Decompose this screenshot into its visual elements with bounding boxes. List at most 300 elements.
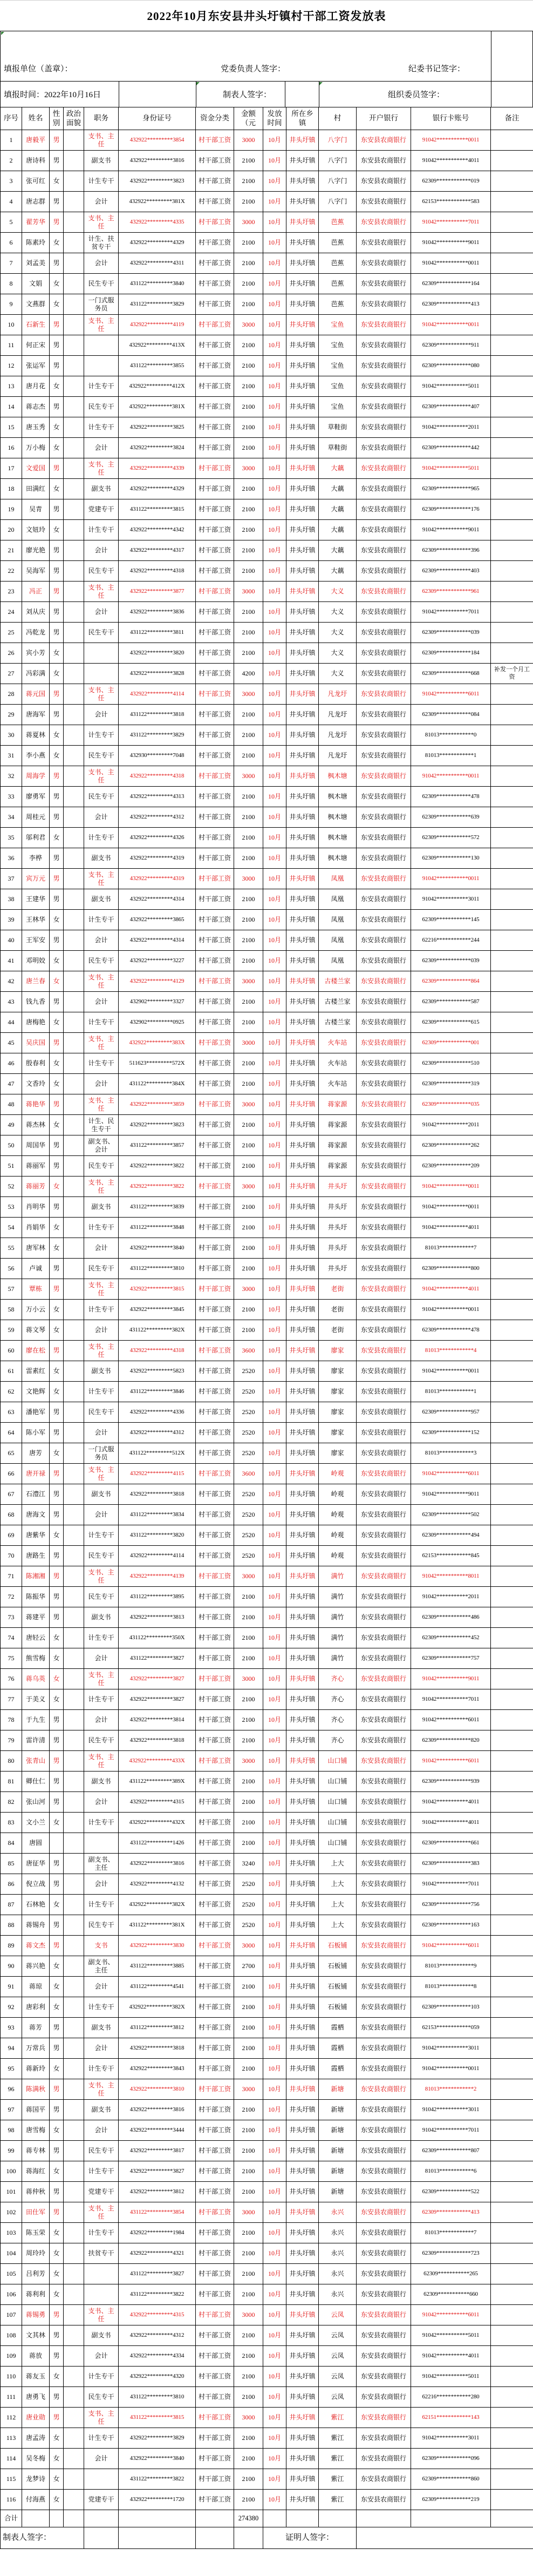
cell-politics	[64, 643, 84, 664]
cell-village: 岭观	[319, 1546, 357, 1566]
cell-village: 宝鱼	[319, 315, 357, 335]
cell-account: 81013************4	[411, 1341, 491, 1361]
cell-time: 10月	[263, 335, 286, 356]
cell-time: 10月	[263, 1320, 286, 1341]
cell-amount: 2100	[234, 1074, 263, 1094]
cell-account: 91042***********4011	[411, 151, 491, 171]
cell-sex: 男	[50, 192, 64, 212]
cell-village: 霞栖	[319, 2038, 357, 2059]
cell-amount: 2100	[234, 2223, 263, 2243]
cell-name: 王军安	[22, 930, 50, 951]
cell-bank: 东安县农商银行	[357, 828, 411, 848]
cell-amount: 2100	[234, 1238, 263, 1259]
cell-no: 100	[1, 2161, 22, 2182]
cell-amount: 2100	[234, 2367, 263, 2387]
cell-pos: 会计	[84, 1423, 119, 1443]
cell-bank: 东安县农商银行	[357, 1320, 411, 1341]
cell-town: 井头圩镇	[286, 1115, 319, 1135]
cell-note	[491, 520, 533, 540]
cell-amount: 2100	[234, 151, 263, 171]
cell-category: 村干部工资	[196, 356, 234, 376]
cell-sex: 女	[50, 1361, 64, 1382]
cell-no: 15	[1, 417, 22, 438]
cell-town: 井头圩镇	[286, 1218, 319, 1238]
cell-village: 芭蕉	[319, 274, 357, 294]
table-row	[1, 1094, 533, 1115]
cell-category: 村干部工资	[196, 2490, 234, 2510]
cell-pos: 副支书	[84, 1484, 119, 1505]
cell-village: 永兴	[319, 2202, 357, 2223]
cell-no: 1	[1, 130, 22, 151]
table-row	[1, 2325, 533, 2346]
cell-sex: 女	[50, 1997, 64, 2018]
cell-pos: 副支书	[84, 889, 119, 910]
cell-name: 钱九香	[22, 992, 50, 1012]
cell-note	[491, 2449, 533, 2469]
cell-town: 井头圩镇	[286, 2367, 319, 2387]
cell-name: 唐孟涛	[22, 2428, 50, 2449]
cell-bank: 东安县农商银行	[357, 1033, 411, 1053]
cell-village: 云凤	[319, 2346, 357, 2367]
cell-pos: 民生专干	[84, 1546, 119, 1566]
cell-note	[491, 397, 533, 417]
cell-no: 65	[1, 1443, 22, 1464]
cell-no: 108	[1, 2325, 22, 2346]
cell-politics	[64, 1135, 84, 1156]
cell-bank: 东安县农商银行	[357, 746, 411, 766]
cell-name: 蒋文琴	[22, 1320, 50, 1341]
cell-no: 10	[1, 315, 22, 335]
cell-pos: 计生专干	[84, 2223, 119, 2243]
cell-account: 91042***********4011	[411, 1813, 491, 1833]
cell-note	[491, 2018, 533, 2038]
cell-account: 62309************961	[411, 582, 491, 602]
cell-sex: 女	[50, 2367, 64, 2387]
cell-politics	[64, 1628, 84, 1648]
cell-no: 32	[1, 766, 22, 787]
cell-bank: 东安县农商银行	[357, 1341, 411, 1361]
cell-category: 村干部工资	[196, 2469, 234, 2490]
cell-village: 廖家	[319, 1361, 357, 1382]
cell-sex: 男	[50, 1915, 64, 1936]
cell-politics	[64, 1238, 84, 1259]
cell-note	[491, 2428, 533, 2449]
cell-sex: 女	[50, 2284, 64, 2305]
cell-category: 村干部工资	[196, 274, 234, 294]
cell-no: 82	[1, 1792, 22, 1813]
cell-time: 10月	[263, 1156, 286, 1177]
cell-note	[491, 1484, 533, 1505]
table-row	[1, 2408, 533, 2428]
table-row	[1, 1730, 533, 1751]
table-row	[1, 2120, 533, 2141]
cell-town: 井头圩镇	[286, 2018, 319, 2038]
column-header: 资金分类	[196, 107, 234, 130]
cell-pos: 党建专干	[84, 2182, 119, 2202]
cell-no: 45	[1, 1033, 22, 1053]
cell-category: 村干部工资	[196, 335, 234, 356]
cell-name: 陈湘湘	[22, 1566, 50, 1587]
cell-bank: 东安县农商银行	[357, 2223, 411, 2243]
cell-town: 井头圩镇	[286, 1587, 319, 1607]
table-row	[1, 1279, 533, 1300]
cell-bank: 东安县农商银行	[357, 725, 411, 746]
cell-town: 井头圩镇	[286, 910, 319, 930]
cell-amount: 3000	[234, 315, 263, 335]
cell-village: 永兴	[319, 2284, 357, 2305]
cell-account: 91042***********0011	[411, 2059, 491, 2079]
cell-time: 10月	[263, 315, 286, 335]
cell-pos: 民生专干	[84, 746, 119, 766]
cell-account: 91042***********6011	[411, 684, 491, 705]
cell-town: 井头圩镇	[286, 869, 319, 889]
cell-town: 井头圩镇	[286, 1813, 319, 1833]
cell-politics	[64, 1382, 84, 1402]
cell-name: 石新生	[22, 315, 50, 335]
cell-politics	[64, 561, 84, 582]
cell-bank: 东安县农商银行	[357, 397, 411, 417]
cell-id: 432922*********3825	[119, 417, 196, 438]
cell-no: 80	[1, 1751, 22, 1772]
cell-no: 107	[1, 2305, 22, 2325]
cell-village: 井头圩	[319, 1218, 357, 1238]
cell-id: 432922*********3814	[119, 1710, 196, 1730]
cell-amount: 3000	[234, 971, 263, 992]
cell-id: 432922*********3828	[119, 664, 196, 684]
cell-pos: 支书、主任	[84, 1669, 119, 1689]
cell-account: 62216************244	[411, 930, 491, 951]
cell-account: 91042***********0011	[411, 1300, 491, 1320]
cell-category: 村干部工资	[196, 1320, 234, 1341]
cell-account: 62153************845	[411, 1546, 491, 1566]
cell-town: 井头圩镇	[286, 376, 319, 397]
cell-amount: 2100	[234, 1710, 263, 1730]
cell-town: 井头圩镇	[286, 1177, 319, 1197]
cell-politics	[64, 725, 84, 746]
cell-town: 井头圩镇	[286, 828, 319, 848]
cell-name: 唐圆	[22, 1833, 50, 1854]
cell-pos: 支书、主任	[84, 1033, 119, 1053]
cell-no: 55	[1, 1238, 22, 1259]
cell-village: 枫木塘	[319, 766, 357, 787]
cell-bank: 东安县农商银行	[357, 1402, 411, 1423]
cell-bank: 东安县农商银行	[357, 2346, 411, 2367]
cell-sex: 男	[50, 2079, 64, 2100]
cell-bank: 东安县农商银行	[357, 910, 411, 930]
cell-amount: 3000	[234, 684, 263, 705]
cell-town: 井头圩镇	[286, 417, 319, 438]
cell-category: 村干部工资	[196, 2264, 234, 2284]
cell-amount: 2100	[234, 848, 263, 869]
cell-amount: 2100	[234, 335, 263, 356]
cell-sex: 男	[50, 540, 64, 561]
cell-account: 91042***********2011	[411, 1587, 491, 1607]
cell-name: 张运军	[22, 356, 50, 376]
cell-time: 10月	[263, 1710, 286, 1730]
table-row	[1, 2182, 533, 2202]
cell-sex: 男	[50, 1936, 64, 1956]
cell-sex: 男	[50, 356, 64, 376]
cell-town: 井头圩镇	[286, 623, 319, 643]
cell-id: 432922*********4312	[119, 2325, 196, 2346]
cell-name: 蒋放	[22, 2346, 50, 2367]
cell-time: 10月	[263, 623, 286, 643]
cell-village: 火车站	[319, 1033, 357, 1053]
cell-category: 村干部工资	[196, 1792, 234, 1813]
cell-bank: 东安县农商银行	[357, 2100, 411, 2120]
title-band	[0, 0, 533, 31]
cell-account: 91042***********9011	[411, 1484, 491, 1505]
cell-note	[491, 1197, 533, 1218]
cell-no: 6	[1, 233, 22, 253]
cell-village: 霞栖	[319, 2059, 357, 2079]
cell-sex: 男	[50, 458, 64, 479]
cell-note	[491, 2305, 533, 2325]
cell-note	[491, 1279, 533, 1300]
cell-bank: 东安县农商银行	[357, 930, 411, 951]
cell-no: 19	[1, 499, 22, 520]
cell-category: 村干部工资	[196, 828, 234, 848]
cell-village: 上大	[319, 1915, 357, 1936]
cell-village: 紫江	[319, 2449, 357, 2469]
cell-time: 10月	[263, 274, 286, 294]
cell-no: 59	[1, 1320, 22, 1341]
cell-account: 62309************163	[411, 1915, 491, 1936]
cell-time: 10月	[263, 1546, 286, 1566]
cell-politics	[64, 274, 84, 294]
cell-amount: 2100	[234, 397, 263, 417]
table-row	[1, 1300, 533, 1320]
cell-town: 井头圩镇	[286, 1874, 319, 1895]
cell-town: 井头圩镇	[286, 1833, 319, 1854]
cell-amount: 2100	[234, 2038, 263, 2059]
cell-note	[491, 1074, 533, 1094]
cell-politics	[64, 2284, 84, 2305]
cell-id: 431122*********3822	[119, 2284, 196, 2305]
cell-id: 432922*********3227	[119, 951, 196, 971]
cell-note	[491, 1813, 533, 1833]
cell-no: 61	[1, 1361, 22, 1382]
cell-pos: 副支书	[84, 2100, 119, 2120]
cell-name: 蒋艳华	[22, 1094, 50, 1115]
cell-time: 10月	[263, 664, 286, 684]
cell-account: 91042***********2011	[411, 1115, 491, 1135]
cell-category: 村干部工资	[196, 1566, 234, 1587]
cell-amount: 2100	[234, 1300, 263, 1320]
cell-id: 432922*********3822	[119, 1177, 196, 1197]
cell-id: 431122*********3846	[119, 1382, 196, 1402]
cell-account: 62309************668	[411, 664, 491, 684]
cell-pos: 支书、主任	[84, 1464, 119, 1484]
cell-bank: 东安县农商银行	[357, 2038, 411, 2059]
cell-sex: 男	[50, 1772, 64, 1792]
cell-account: 62309************407	[411, 397, 491, 417]
cell-time: 10月	[263, 2100, 286, 2120]
cell-category: 村干部工资	[196, 1936, 234, 1956]
cell-name: 陈小军	[22, 1423, 50, 1443]
cell-account: 81013************3	[411, 1443, 491, 1464]
cell-village: 古楼兰家	[319, 992, 357, 1012]
cell-sex: 女	[50, 1238, 64, 1259]
cell-note	[491, 1628, 533, 1648]
cell-no: 58	[1, 1300, 22, 1320]
table-row	[1, 1033, 533, 1053]
cell-id: 431122*********3820	[119, 1525, 196, 1546]
cell-account: 62309************413	[411, 294, 491, 315]
cell-village: 大藕	[319, 499, 357, 520]
cell-sex: 女	[50, 1012, 64, 1033]
column-header: 职务	[84, 107, 119, 130]
cell-pos: 计生专干	[84, 1813, 119, 1833]
cell-note	[491, 294, 533, 315]
cell-town: 井头圩镇	[286, 1546, 319, 1566]
cell-name: 周国华	[22, 1135, 50, 1156]
cell-time: 10月	[263, 397, 286, 417]
table-row	[1, 294, 533, 315]
cell-town: 井头圩镇	[286, 2408, 319, 2428]
cell-village: 上大	[319, 1854, 357, 1874]
cell-town: 井头圩镇	[286, 1792, 319, 1813]
table-row	[1, 417, 533, 438]
cell-note	[491, 2387, 533, 2408]
cell-id: 432922*********4319	[119, 848, 196, 869]
cell-note	[491, 971, 533, 992]
cell-village: 岭观	[319, 1505, 357, 1525]
table-row	[1, 1710, 533, 1730]
cell-note	[491, 1259, 533, 1279]
cell-town: 井头圩镇	[286, 1710, 319, 1730]
cell-category: 村干部工资	[196, 623, 234, 643]
cell-town: 井头圩镇	[286, 2100, 319, 2120]
cell-sex: 女	[50, 2059, 64, 2079]
cell-no: 98	[1, 2120, 22, 2141]
cell-sex: 女	[50, 1053, 64, 1074]
cell-sex: 男	[50, 1341, 64, 1361]
cell-id: 432930*********7048	[119, 746, 196, 766]
cell-bank: 东安县农商银行	[357, 1135, 411, 1156]
cell-village: 芭蕉	[319, 253, 357, 274]
cell-village: 枫木塘	[319, 828, 357, 848]
cell-account: 62309************176	[411, 499, 491, 520]
cell-bank: 东安县农商银行	[357, 1423, 411, 1443]
cell-name: 于九生	[22, 1710, 50, 1730]
cell-name: 万常兵	[22, 2038, 50, 2059]
cell-pos: 民生专干	[84, 397, 119, 417]
cell-village: 满竹	[319, 1628, 357, 1648]
cell-account: 81013************8	[411, 1977, 491, 1997]
cell-pos: 计生专干	[84, 1218, 119, 1238]
cell-time: 10月	[263, 766, 286, 787]
cell-id: 432922*********4321	[119, 2243, 196, 2264]
cell-pos: 支书、主任	[84, 1279, 119, 1300]
cell-note	[491, 787, 533, 807]
cell-account: 91042***********5011	[411, 376, 491, 397]
cell-town: 井头圩镇	[286, 274, 319, 294]
cell-category: 村干部工资	[196, 130, 234, 151]
cell-no: 48	[1, 1094, 22, 1115]
cell-no: 17	[1, 458, 22, 479]
cell-pos	[84, 643, 119, 664]
cell-time: 10月	[263, 2367, 286, 2387]
cell-pos: 会计	[84, 2120, 119, 2141]
cell-sex: 男	[50, 1156, 64, 1177]
cell-category: 村干部工资	[196, 479, 234, 499]
cell-account: 62309************494	[411, 1525, 491, 1546]
cell-town: 井头圩镇	[286, 2223, 319, 2243]
cell-name: 蒋夏林	[22, 725, 50, 746]
cell-note	[491, 1997, 533, 2018]
cell-time: 10月	[263, 1751, 286, 1772]
cell-town: 井头圩镇	[286, 1361, 319, 1382]
cell-town: 井头圩镇	[286, 889, 319, 910]
cell-amount: 3600	[234, 1341, 263, 1361]
cell-amount: 2100	[234, 2100, 263, 2120]
tabulator-label: 制表人签字：	[223, 91, 272, 99]
table-row	[1, 561, 533, 582]
cell-account: 62309************864	[411, 971, 491, 992]
cell-sex: 男	[50, 1423, 64, 1443]
cell-sex: 男	[50, 787, 64, 807]
cell-town: 井头圩镇	[286, 1977, 319, 1997]
cell-bank: 东安县农商银行	[357, 2449, 411, 2469]
cell-bank: 东安县农商银行	[357, 1648, 411, 1669]
cell-note	[491, 2079, 533, 2100]
cell-time: 10月	[263, 2243, 286, 2264]
cell-sex: 女	[50, 643, 64, 664]
cell-amount: 2100	[234, 192, 263, 212]
table-row	[1, 2059, 533, 2079]
cell-politics	[64, 1895, 84, 1915]
cell-sex: 女	[50, 2490, 64, 2510]
cell-village: 大藕	[319, 479, 357, 499]
cell-category: 村干部工资	[196, 664, 234, 684]
cell-amount: 3000	[234, 869, 263, 889]
cell-town: 井头圩镇	[286, 1607, 319, 1628]
cell-name: 蒋乌英	[22, 1669, 50, 1689]
witness-signature-label: 证明人签字：	[263, 2527, 357, 2549]
cell-sex: 男	[50, 807, 64, 828]
table-row	[1, 479, 533, 499]
cell-town: 井头圩镇	[286, 2449, 319, 2469]
cell-category: 村干部工资	[196, 1689, 234, 1710]
cell-time: 10月	[263, 1115, 286, 1135]
cell-account: 62309************756	[411, 1895, 491, 1915]
cell-bank: 东安县农商银行	[357, 1505, 411, 1525]
cell-time: 10月	[263, 1895, 286, 1915]
cell-pos: 计生专干	[84, 828, 119, 848]
table-row	[1, 1895, 533, 1915]
cell-pos: 支书	[84, 1936, 119, 1956]
cell-no: 102	[1, 2202, 22, 2223]
cell-politics	[64, 1833, 84, 1854]
cell-name: 宾小芳	[22, 643, 50, 664]
cell-account: 62309************130	[411, 848, 491, 869]
cell-account: 62309************939	[411, 1772, 491, 1792]
cell-no: 62	[1, 1382, 22, 1402]
cell-village: 大义	[319, 623, 357, 643]
cell-category: 村干部工资	[196, 438, 234, 458]
cell-name: 刘从庆	[22, 602, 50, 623]
table-row	[1, 438, 533, 458]
cell-sex: 女	[50, 520, 64, 540]
cell-sex: 男	[50, 2305, 64, 2325]
cell-amount: 2100	[234, 2284, 263, 2305]
cell-no: 110	[1, 2367, 22, 2387]
cell-category: 村干部工资	[196, 540, 234, 561]
table-row	[1, 335, 533, 356]
cell-time: 10月	[263, 2449, 286, 2469]
cell-time: 10月	[263, 2161, 286, 2182]
